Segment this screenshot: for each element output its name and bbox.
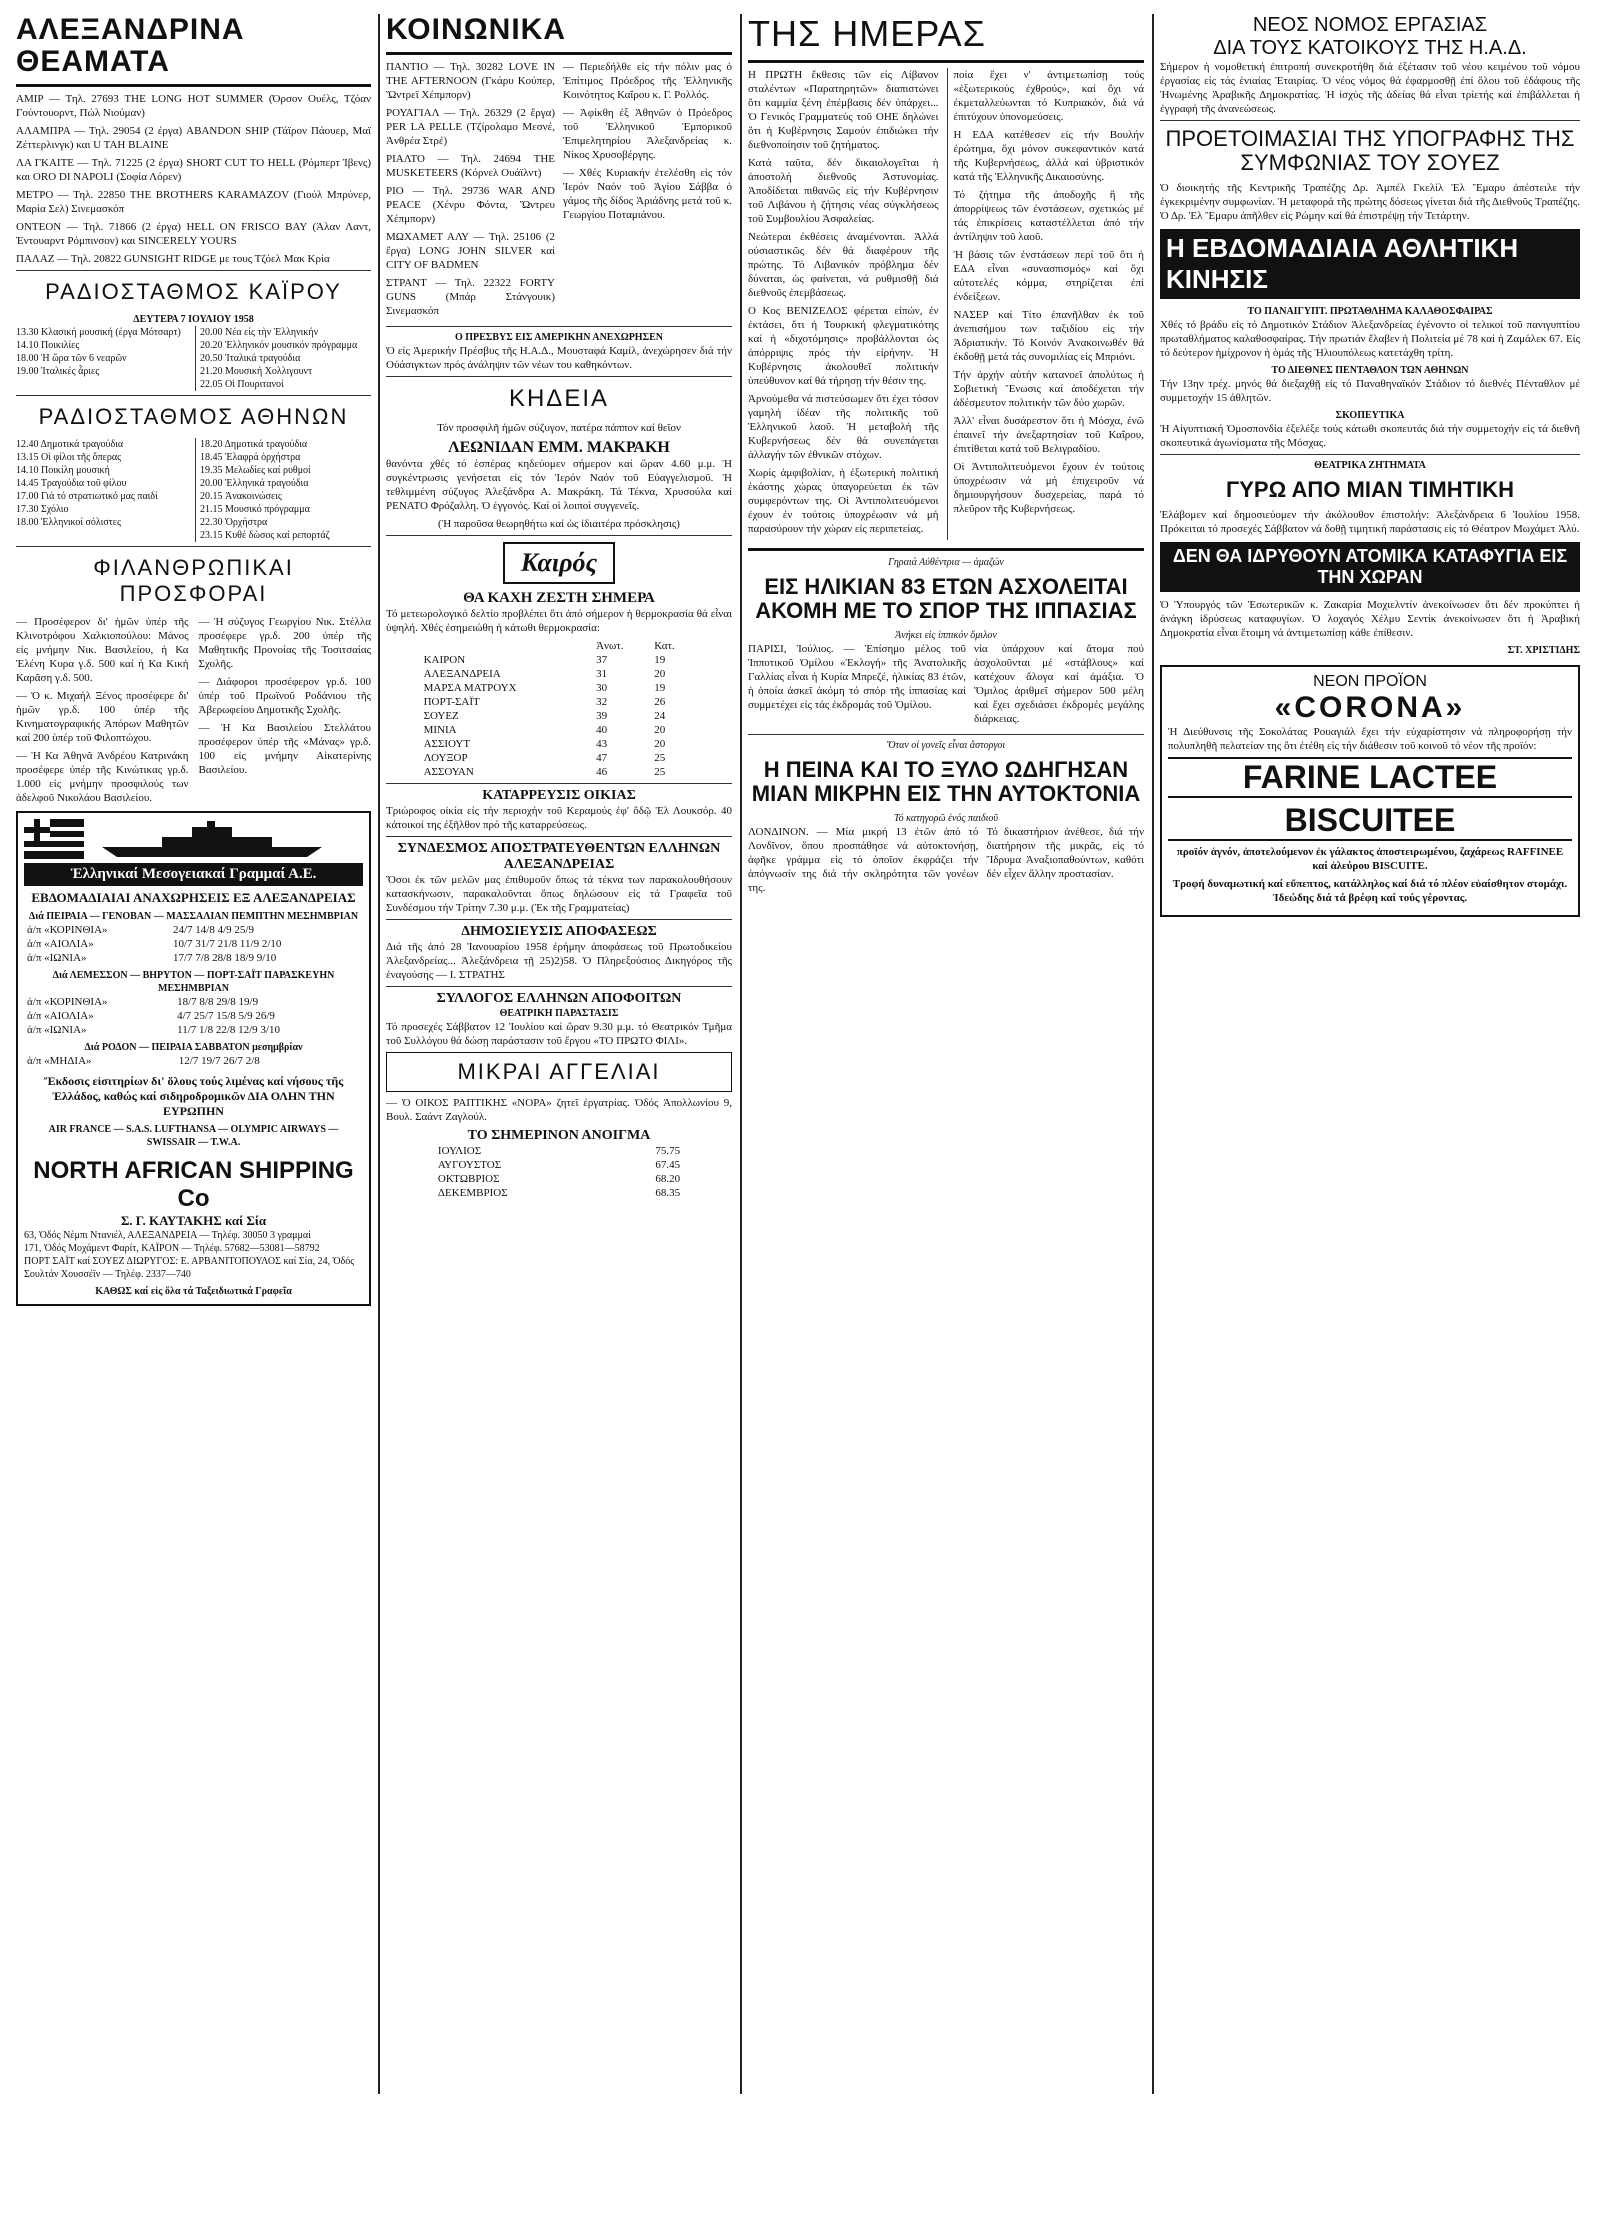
list-item: 19.00 Ἰταλικές ἆριες [16,366,100,377]
ad-brand: «CORONA» [1274,691,1466,724]
list-item: ΟΝΤΕΟΝ — Τηλ. 71866 (2 έργα) HELL ON FRISCO BAY (Άλαν Λαντ, Έντουαρντ Ρόμπινσον) και SINCERELY YOURS [16,221,371,247]
classifieds-title: ΜΙΚΡΑΙ ΑΓΓΕΛΙΑΙ [386,1052,732,1092]
funeral-name: ΛΕΩΝΙΔΑΝ ΕΜΜ. ΜΑΚΡΑΚΗ [448,439,670,456]
social-title: ΚΟΙΝΩΝΙΚΑ [386,14,567,46]
decision-text: Διά τῆς ἀπό 28 Ἰανουαρίου 1958 ἐρήμην ἀποφάσεως τοῦ Πρωτοδικείου Ἀλεξανδρείας... Ἀλεξάνδρεια τῇ 25)2)58. Ὁ Πληρεξούσιος Δικηγόρος τῆς ἐναγούσης — Ι. ΣΤΡΑΤΗΣ [386,941,732,981]
column-divider [1152,14,1154,2094]
law-title: ΝΕΟΣ ΝΟΜΟΣ ΕΡΓΑΣΙΑΣ [1252,14,1488,36]
suez-title: ΠΡΟΕΤΟΙΜΑΣΙΑΙ ΤΗΣ ΥΠΟΓΡΑΦΗΣ ΤΗΣ ΣΥΜΦΩΝΙΑΣ ΤΟΥ ΣΟΥΕΖ [1165,126,1575,175]
signoff: ΣΤ. ΧΡΙΣΤΙΔΗΣ [1507,645,1580,656]
sport-kicker: Γηραιά Αὐθέντρια — ἀμαζών [888,557,1004,568]
list-item: ΜΕΤΡΟ — Τηλ. 22850 THE BROTHERS KARAMAZOV (Γιούλ Μπρύνερ, Μαρία Σελ) Σινεμασκόπ [16,189,371,215]
sport-headline: ΕΙΣ ΗΛΙΚΙΑΝ 83 ΕΤΩΝ ΑΣΧΟΛΕΙΤΑΙ ΑΚΟΜΗ ΜΕ ΤΟ ΣΠΟΡ ΤΗΣ ΙΠΠΑΣΙΑΣ [755,574,1137,623]
route-3: Διά ΡΟΔΟΝ — ΠΕΙΡΑΙΑ ΣΑΒΒΑΤΟΝ μεσημβρίαν [84,1042,303,1053]
theatres-list [16,92,371,266]
ad-airlines: AIR FRANCE — S.A.S. LUFTHANSA — OLYMPIC AIRWAYS — SWISSAIR — T.W.A. [48,1124,339,1148]
table-row: ἀ/π «ΙΩΝΙΑ» 17/7 7/8 28/8 18/9 9/10 [27,952,277,964]
list-item: ΡΙΟ — Τηλ. 29736 WAR AND PEACE (Χένρυ Φόντα, Ὤντρευ Χέπμπορν) [386,185,555,225]
list-item: ΡΙΑΛΤΟ — Τηλ. 24694 THE MUSKETEERS (Κόρνελ Ουάϊλντ) [386,153,555,179]
ad-description: προϊόν ἁγνόν, ἀποτελούμενον ἐκ γάλακτος ἀποστειρωμένου, ζαχάρεως RAFFINEE καί ἀλεύρου BISCUITE. [1176,846,1564,872]
table-row: ΣΟΥΕΖ 39 24 [423,710,666,722]
list-item: ΛΑ ΓΚΑΙΤΕ — Τηλ. 71225 (2 έργα) SHORT CUT TO HELL (Ρόμπερτ Ίβενς) και ORO DI NAPOLI (Σοφία Λόρεν) [16,157,371,183]
funeral-text: θανόντα χθές τό ἑσπέρας κηδεύομεν σήμερον καί ὥραν 4.60 μ.μ. Ἡ συγκέντρωσις γενήσεται εἰς τόν Ἱερόν Ναόν τοῦ Εὐαγγελισμοῦ. Ἡ τεθλιμμένη σύζυγος Ἀλεξάνδρα Α. Μακράκη. Τά Τέκνα, Χρυσούλα καί ΡΕΝΑΤΟ Φρόζαλλη. Ὁ ἐγγονός. Καί οἱ λοιποί συγγενεῖς. [386,458,732,512]
column-1 [16,14,371,1306]
table-row: Ἀνωτ. Κατ. [596,640,675,652]
list-item: 171, Ὁδός Μοχάμεντ Φαρίτ, ΚΑΪΡΟΝ — Τηλέφ. 57682—53081—58792 [24,1243,320,1254]
ad-tickets: Ἔκδοσις εἰσιτηρίων δι' ὅλους τούς λιμένας καί νήσους τῆς Ἑλλάδος, καθώς καί σιδηροδρομικῶν ΔΙΑ ΟΛΗΝ ΤΗΝ ΕΥΡΩΠΗΝ [43,1074,344,1118]
ad-product-1: FARINE LACTEE [1168,757,1572,798]
route-2-table [24,995,363,1037]
table-row: ΛΟΥΞΟΡ 47 25 [423,752,666,764]
weather-logo: Καιρός [503,542,615,584]
editorial-title: ΤΗΣ ΗΜΕΡΑΣ [748,14,986,54]
table-row: ἀ/π «ΑΙΟΛΙΑ» 10/7 31/7 21/8 11/9 2/10 [27,938,282,950]
theatre-text: Ἐλάβομεν καί δημοσιεύομεν τήν ἀκόλουθον ἐπιστολήν: Ἀλεξάνδρεια 6 Ἰουλίου 1958. Πρόκειται τό προσεχές Σάββατον νά δοθῇ τιμητική παράστασις εἰς τό Θέατρον Μωχάμετ Ἀλύ. [1160,509,1580,535]
exchange-title: ΤΟ ΣΗΜΕΡΙΝΟΝ ΑΝΟΙΓΜΑ [467,1128,651,1143]
ad-kicker: ΝΕΟΝ ΠΡΟΪΟΝ [1313,673,1427,690]
table-row: ΟΚΤΩΒΡΙΟΣ 68.20 [437,1173,681,1185]
ad-text: Ἡ Διεύθυνσις τῆς Σοκολάτας Ρουαγιάλ ἔχει τήν εὐχαρίστησιν νά πληροφορήσῃ τήν πολυπληθῆ πελατείαν της ὅτι ἐτέθη εἰς τήν διάθεσιν τοῦ κοινοῦ τό νέον τῆς προϊόν: [1168,726,1572,752]
list-item: ΑΜΙΡ — Τηλ. 27693 THE LONG HOT SUMMER (Όρσον Ουέλς, Τζόαν Γούντουορντ, Πώλ Νιούμαν) [16,93,371,119]
list-item: 14.10 Ποικιλίες [16,340,80,351]
list-item: ΠΑΝΤΙΟ — Τηλ. 30282 LOVE IN THE AFTERNOON (Γκάρυ Κούπερ, Ὤντρεϊ Χέπμπορν) [386,61,555,101]
decision-title: ΔΗΜΟΣΙΕΥΣΙΣ ΑΠΟΦΑΣΕΩΣ [461,924,657,939]
shelters-head: ΔΕΝ ΘΑ ΙΔΡΥΘΟΥΝ ΑΤΟΜΙΚΑ ΚΑΤΑΦΥΓΙΑ ΕΙΣ ΤΗΝ ΧΩΡΑΝ [1160,542,1580,592]
table-row: ΑΣΣΟΥΑΝ 46 25 [423,766,666,778]
table-row: ΜΙΝΙΑ 40 20 [423,724,666,736]
table-row: ἀ/π «ΚΟΡΙΝΘΙΑ» 18/7 8/8 29/8 19/9 [27,996,259,1008]
list-item: 23.15 Κυθέ δώσος καί ρεπορτάζ [200,530,330,541]
list-item: 13.15 Οἱ φίλοι τῆς ὅπερας [16,452,122,463]
table-row: ἀ/π «ΚΟΡΙΝΘΙΑ» 24/7 14/8 4/9 25/9 [27,924,254,936]
column-divider [378,14,380,2094]
table-row: ΔΕΚΕΜΒΡΙΟΣ 68.35 [437,1187,681,1199]
ad-product-2: BISCUITEE [1168,802,1572,841]
list-item: ΜΩΧΑΜΕΤ ΑΛΥ — Τηλ. 25106 (2 ἔργα) LONG JOHN SILVER καί CITY OF BADMEN [386,231,555,271]
charity-title: ΦΙΛΑΝΘΡΩΠΙΚΑΙ ΠΡΟΣΦΟΡΑΙ [93,555,294,606]
list-item: 22.05 Οἱ Πουριτανοί [200,379,284,390]
list-item: 18.20 Δημοτικά τραγούδια [200,439,308,450]
table-row: ΜΑΡΣΑ ΜΑΤΡΟΥΧ 30 19 [423,682,666,694]
weather-title: ΘΑ ΚΑΧΗ ΖΕΣΤΗ ΣΗΜΕΡΑ [463,590,655,606]
list-item: 20.15 Ἀνακοινώσεις [200,491,282,502]
radio-date: ΔΕΥΤΕΡΑ 7 ΙΟΥΛΙΟΥ 1958 [133,314,254,325]
ad-footer: ΚΑΘΩΣ καί εἰς ὅλα τά Ταξειδιωτικά Γραφεῖα [95,1286,292,1297]
theatres-title: ΑΛΕΞΑΝΔΡΙΝΑ ΘΕΑΜΑΤΑ [16,14,245,78]
basketball-text: Χθές τό βράδυ εἰς τό Δημοτικόν Στάδιον Ἀλεξανδρείας ἐγένοντο οἱ τελικοί τοῦ πανιγυπτίου πρωταθλήματος καλαθοσφαίρας. Τήν πρωτιάν ἔλαβεν ἡ Πολιτεία μέ 78 καί ἡ Ζαμάλεκ 67. Εἰς τό δεύτερον ἡμίχρονον ἡ ὁμάς τῆς Ἠλιουπόλεως κατετάχθη τρίτη. [1160,319,1580,359]
route-1: Διά ΠΕΙΡΑΙΑ — ΓΕΝΟΒΑΝ — ΜΑΣΣΑΛΙΑΝ ΠΕΜΠΤΗΝ ΜΕΣΗΜΒΡΙΑΝ [28,911,359,922]
list-item: 20.20 Ἑλληνικόν μουσικόν πρόγραμμα [200,340,358,351]
table-row: ἀ/π «ΜΗΔΙΑ» 12/7 19/7 26/7 2/8 [27,1055,260,1067]
radio-cairo-title: ΡΑΔΙΟΣΤΑΘΜΟΣ ΚΑΪΡΟΥ [45,279,342,304]
ad-title: Ἑλληνικαί Μεσογειακαί Γραμμαί Α.Ε. [24,863,363,886]
ship-icon [92,819,332,859]
list-item: 21.20 Μουσική Χολλιγουντ [200,366,313,377]
weather-table [421,639,698,779]
radio-cairo-schedule [16,326,371,391]
list-item: 22.30 Ὀρχήστρα [200,517,268,528]
table-row: ΙΟΥΛΙΟΣ 75.75 [437,1145,681,1157]
ambassador-text: Ὁ εἰς Ἀμερικήν Πρέσβυς τῆς Η.Α.Δ., Μουσταφά Καμίλ, ἀνεχώρησεν διά τήν Οὐάσιγκτων πρός ἀνάληψιν τῶν νέων του καθηκόντων. [386,345,732,371]
list-item: 21.15 Μουσικό πρόγραμμα [200,504,310,515]
table-row: ΑΣΣΙΟΥΤ 43 20 [423,738,666,750]
column-4: ΝΕΟΣ ΝΟΜΟΣ ΕΡΓΑΣΙΑΣ ΔΙΑ ΤΟΥΣ ΚΑΤΟΙΚΟΥΣ ΤΗΣ Η.Α.Δ. Σήμερον ἡ νομοθετική ἐπιτροπή συνεκροτήθη διά ἐξέτασιν τοῦ νέου κειμένου τοῦ νόμου ἐργασίας εἰς τάς ἑνιαίας Ἑταιρίας. Ὁ νέος νόμος θά ἐφαρμοσθῇ ἐπί ὅλου τοῦ ἐδάφους τῆς Ἡνωμένης Ἀραβικῆς Δημοκρατίας. Ἡ ἰσχύς τῆς ἀδείας θά εἶναι τρίετής καί ἐπιβάλλεται ἡ ἐγγραφή τῆς ἀνανεώσεως. ΠΡΟΕΤΟΙΜΑΣΙΑΙ ΤΗΣ ΥΠΟΓΡΑΦΗΣ ΤΗΣ ΣΥΜΦΩΝΙΑΣ ΤΟΥ ΣΟΥΕΖ Ὁ διοικητής τῆς Κεντρικῆς Τραπέζης Δρ. Ἀμπέλ Γκελίλ Ἐλ Ἔμαρυ ἀπέστειλε τήν ἐγκεκριμένην συμφωνίαν. Ἡ μεταφορά τῆς πρώτης δόσεως γίνεται διά τῆς Διεθνοῦς Τραπέζης. Ὁ Δρ. Ἐλ Ἔμαρυ ἀπῆλθεν εἰς Ρώμην καί θά ἐπιστρέψῃ τήν Τετάρτην. Η ΕΒΔΟΜΑΔΙΑΙΑ ΑΘΛΗΤΙΚΗ ΚΙΝΗΣΙΣ ΤΟ ΠΑΝΑΙΓΥΠΤ. ΠΡΩΤΑΘΛΗΜΑ ΚΑΛΑΘΟΣΦΑΙΡΑΣ Χθές τό βράδυ εἰς τό Δημοτικόν Στάδιον Ἀλεξανδρείας ἐγένοντο οἱ τελικοί τοῦ πανιγυπτίου πρωταθλήματος καλαθοσφαίρας. Τήν πρωτιάν ἔλαβεν ἡ Πολιτεία μέ 78 καί ἡ Ζαμάλεκ 67. Εἰς τό δεύτερον ἡμίχρονον ἡ ὁμάς τῆς Ἠλιουπόλεως κατετάχθη τρίτη. ΤΟ ΔΙΕΘΝΕΣ ΠΕΝΤΑΘΛΟΝ ΤΩΝ ΑΘΗΝΩΝ Τήν 13ην τρέχ. μηνός θά διεξαχθῇ εἰς τό Παναθηναϊκόν Στάδιον τό διεθνές Πένταθλον μέ συμμετοχήν 15 ἀθλητῶν. ΣΚΟΠΕΥΤΙΚΑ Ἡ Αἰγυπτιακή Ὁμοσπονδία ἐξελέξε τούς κάτωθι σκοπευτάς διά τήν συμμετοχήν εἰς τά διεθνῆ σκοπευτικά ἀγωνίσματα τῆς Μόσχας. ΘΕΑΤΡΙΚΑ ΖΗΤΗΜΑΤΑ ΓΥΡΩ ΑΠΟ ΜΙΑΝ ΤΙΜΗΤΙΚΗ Ἐλάβομεν καί δημοσιεύομεν τήν ἀκόλουθον ἐπιστολήν: Ἀλεξάνδρεια 6 Ἰουλίου 1958. Πρόκειται τό προσεχές Σάββατον νά δοθῇ τιμητική παράστασις εἰς τό Θέατρον Μωχάμετ Ἀλύ. ΔΕΝ ΘΑ ΙΔΡΥΘΟΥΝ ΑΤΟΜΙΚΑ ΚΑΤΑΦΥΓΙΑ ΕΙΣ ΤΗΝ ΧΩΡΑΝ Ὁ Ὑπουργός τῶν Ἐσωτερικῶν κ. Ζακαρία Μοχιελντίν ἀνεκοίνωσεν ὅτι δέν προκύπτει ἡ ἀνάγκη ἱδρύσεως καταφυγίων. Ὁ λοχαγός Χέλμυ Σεντίκ ἀνεκοίνωσεν ὅτι ἡ Ἀραβική Δημοκρατία εἶναι ἕτοιμη νά ἀντιμετωπίσῃ κάθε ἐπίθεσιν. ΣΤ. ΧΡΙΣΤΙΔΗΣ ΝΕΟΝ ΠΡΟΪΟΝ «CORONA» Ἡ Διεύθυνσις τῆς Σοκολάτας Ρουαγιάλ ἔχει τήν εὐχαρίστησιν νά πληροφορήσῃ τήν πολυπληθῆ πελατείαν της ὅτι ἐτέθη εἰς τήν διάθεσιν τοῦ κοινοῦ τό νέον τῆς προϊόν: FARINE LACTEE BISCUITEE προϊόν ἁγνόν, ἀποτελούμενον ἐκ γάλακτος ἀποστειρωμένου, ζαχάρεως RAFFINEE καί ἀλεύρου BISCUITE. Τροφή δυναμωτική καί εὔπεπτος, κατάλληλος καί διά τό πλέον εὐαίσθητον στομάχι. Ἰδεώδης διά τά βρέφη καί τούς γέροντας. [1160,14,1580,917]
list-item: 20.00 Ἑλληνικά τραγούδια [200,478,309,489]
list-item: 19.35 Μελωδίες καί ρυθμοί [200,465,311,476]
list-item: ΡΟΥΑΓΙΑΛ — Τηλ. 26329 (2 ἔργα) PER LA PELLE (Τζίρολαμο Μεσνέ, Ἀνθρέα Στρέ) [386,107,555,147]
graduates-text: Τό προσεχές Σάββατον 12 Ἰουλίου καί ὥραν 9.30 μ.μ. τό Θεατρικόν Τμῆμα τοῦ Συλλόγου θά δώσῃ παράστασιν τοῦ ἔργου «ΤΟ ΠΡΩΤΟ ΦΙΛΙ». [386,1021,732,1047]
list-item: 20.50 Ἰταλικά τραγούδια [200,353,301,364]
radio-athens-schedule [16,438,371,542]
list-item: 63, Ὁδός Νέμπι Ντανιέλ, ΑΛΕΞΑΝΔΡΕΙΑ — Τηλέφ. 30050 3 γραμμαί [24,1230,311,1241]
list-item: 18.00 Ἑλληνικοί σόλιστες [16,517,121,528]
list-item: 17.30 Σχόλιο [16,504,69,515]
funeral-note: (Ἡ παροῦσα θεωρηθήτω καί ὡς ἰδιαιτέρα πρόσκλησις) [438,518,680,530]
exchange-table [438,1144,680,1200]
collapse-title: ΚΑΤΑΡΡΕΥΣΙΣ ΟΙΚΙΑΣ [482,788,636,803]
list-item: ΠΑΛΑΖ — Τηλ. 20822 GUNSIGHT RIDGE με τους Τζόελ Μακ Κρία [16,253,330,265]
suez-text: Ὁ διοικητής τῆς Κεντρικῆς Τραπέζης Δρ. Ἀμπέλ Γκελίλ Ἐλ Ἔμαρυ ἀπέστειλε τήν ἐγκεκριμένην συμφωνίαν. Ἡ μεταφορά τῆς πρώτης δόσεως γίνεται διά τῆς Διεθνοῦς Τραπέζης. Ὁ Δρ. Ἐλ Ἔμαρυ ἀπῆλθεν εἰς Ρώμην καί θά ἐπιστρέψῃ τήν Τετάρτην. [1160,182,1580,222]
pentathlon-text: Τήν 13ην τρέχ. μηνός θά διεξαχθῇ εἰς τό Παναθηναϊκόν Στάδιον τό διεθνές Πένταθλον μέ συμμετοχήν 15 ἀθλητῶν. [1160,378,1580,404]
corona-advertisement: ΝΕΟΝ ΠΡΟΪΟΝ «CORONA» Ἡ Διεύθυνσις τῆς Σοκολάτας Ρουαγιάλ ἔχει τήν εὐχαρίστησιν νά πληροφορήσῃ τήν πολυπληθῆ πελατείαν της ὅτι ἐτέθη εἰς τήν διάθεσιν τοῦ κοινοῦ τό νέον τῆς προϊόν: FARINE LACTEE BISCUITEE προϊόν ἁγνόν, ἀποτελούμενον ἐκ γάλακτος ἀποστειρωμένου, ζαχάρεως RAFFINEE καί ἀλεύρου BISCUITE. Τροφή δυναμωτική καί εὔπεπτος, κατάλληλος καί διά τό πλέον εὐαίσθητον στομάχι. Ἰδεώδης διά τά βρέφη καί τούς γέροντας. [1160,665,1580,917]
ad-company: NORTH AFRICAN SHIPPING Co [33,1157,354,1212]
table-row: ΑΛΕΞΑΝΔΡΕΙΑ 31 20 [423,668,666,680]
list-item: 17.00 Γιά τό στρατιωτικό μας παιδί [16,491,158,502]
list-item: 12.40 Δημοτικά τραγούδια [16,439,124,450]
route-3-table [24,1054,363,1068]
column-3: ΤΗΣ ΗΜΕΡΑΣ Η ΠΡΩΤΗ ἔκθεσις τῶν εἰς Λίβανον σταλέντων «Παρατηρητῶν» διαπιστώνει ὅτι καμμία ξένη ἐπέμβασις δέν ὑπάρχει... Ὁ Γενικός Γραμματεύς τοῦ ΟΗΕ δηλώνει ὅτι ἡ Κυβέρνησις Σαμούν ἐπιδιώκει τήν διεθνοποίησιν τοῦ ζητήματος. Κατά ταῦτα, δέν δικαιολογεῖται ἡ ἀποστολή διεθνοῦς Ἀστυνομίας. Ἀποδίδεται πιθανῶς εἰς τήν Κυβέρνησιν τοῦ Λιβάνου ἡ ζήτησις νέας σύγκλήσεως τοῦ Συμβουλίου Ἀσφαλείας. Νεώτεραι ἐκθέσεις ἀναμένονται. Ἀλλά οὐσιαστικῶς δέν θά διαφέρουν τῆς πρώτης. Τό Λιβανικόν πρόβλημα δέν δύναται, ὡς φαίνεται, νά ρυθμισθῇ διά διεθνοῦς ἐπεμβάσεως. Ο Κος ΒΕΝΙΖΕΛΟΣ φέρεται εἰπών, ἐν ἐκτάσει, ὅτι ἡ Τουρκική φλεγματικότης καί ἡ «διχοτόμησις» προβάλλονται ὡς ἀπόρριψις πρός τήν εἰρήνην. Ἡ Κυβέρνησις ἀκολουθεῖ πολιτικήν ὑπεύθυνον καί θά τήρησῃ τήν θέσιν της. Ἀρνούμεθα νά πιστεύσωμεν ὅτι ἐχει τόσον γαμηλή ἰδέαν τῆς πολιτικῆς τοῦ Ἑλληνικοῦ λαοῦ. Ἡ μεταβολή τῆς Κυβερνήσεως δέν θά συνεπάγεται ἀλλαγήν τῶν ἐθνικῶν στόχων. Χωρίς ἀμφιβολίαν, ἡ ἐξωτερική πολιτική ἑκάστης χώρας ὑπαγορεύεται ἐκ τῶν συμφερόντων της. Οἱ Ἀντιπολιτευόμενοι ἐχουν ἐν τούτοις ὑποχρέωσιν νά μή παρασύρουν τήν χώραν εἰς περιπετείας. ποία ἔχει ν' ἀντιμετωπίσῃ τούς «ἐξωτερικούς ἐχθρούς», καί ὄχι νά ἐκμεταλλεύωνται τό Κυπριακόν, διά νά ἐπιτύχουν ὑπονομεύσεις. Η ΕΔΑ κατέθεσεν εἰς τήν Βουλήν ἐρώτημα, ὄχι μόνον συκεφαντικόν κατά τῆς Κυβερνήσεως, ἀλλά καί ὑβριστικόν κατά τῆς Ἑλληνικῆς Δικαιοσύνης. Τό ζήτημα τῆς ἀποδοχῆς ἢ τῆς ἀπορρίψεως τῶν ἐνστάσεων, σχετικώς μέ τάς ἐπικρίσεις καταστέλλεται ἀπό τήν ἀντίληψιν τοῦ λαοῦ. Ἡ βάσις τῶν ἐνστάσεων περί τοῦ ὅτι ἡ ΕΔΑ εἶναι «συνασπισμός» καί ὄχι αὐτοτελές κόμμα, στηρίζεται ἐπί ἐνδείξεων. ΝΑΣΕΡ καί Τίτο ἐπανῆλθαν ἐκ τοῦ ἀνεπισήμου των ταξιδίου εἰς τήν Ἀδριατικήν. Τό Κοινόν Ἀνακοινωθέν θά ἐκδοθῇ μετά τάς συνομιλίας εἰς Μπριόνι. Τήν ἀρχήν αὐτήν κατανοεῖ ἀπολύτως ἡ Σοβιετική Ἕνωσις καί ἀποδέχεται τήν ἀδέσμευτον πολιτικήν τῶν δύο χωρῶν. Ἀλλ' εἶναι δυσάρεστον ὅτι ἡ Μόσχα, ἐνῶ ἐπαινεῖ τήν ἀνεξαρτησίαν τοῦ Καΐρου, ἐπιτίθεται κατά τοῦ Βελιγραδίου. Οἱ Ἀντιπολιτευόμενοι ἔχουν ἐν τούτοις ὑποχρέωσιν νά μή ἐπιχειροῦν νά δημιουργήσουν δυσχερείας, παρά τό πλεῦρον τῆς Κυβερνήσεως. Γηραιά Αὐθέντρια — ἀμαζών ΕΙΣ ΗΛΙΚΙΑΝ 83 ΕΤΩΝ ΑΣΧΟΛΕΙΤΑΙ ΑΚΟΜΗ ΜΕ ΤΟ ΣΠΟΡ ΤΗΣ ΙΠΠΑΣΙΑΣ Ἀνήκει εἰς ἱππικόν ὅμιλον ΠΑΡΙΣΙ, Ἰούλιος. — Ἐπίσημο μέλος τοῦ Ἱπποτικοῦ Ὁμίλου «Ἐκλογή» τῆς Ἀνατολικῆς Γαλλίας εἶναι ἡ Κυρία Μπρεζέ, ἡλικίας 83 ἐτῶν, ἡ ὁποία ἀσκεῖ ἀκόμη τό σπόρ τῆς ἱππασίας καί συμμετέχει εἰς τάς ἐκδρομάς τοῦ Ὁμίλου. νία ὑπάρχουν καί ἄτομα πού ἀσχολοῦνται μέ «στάβλους» καί κατέχουν ἄλογα καί ἀμάξια. Ὁ Ὅμιλος ἀριθμεῖ σήμερον 500 μέλη καί ἔχει σχεδιάσει ἐκδρομές μεγάλης διάρκειας. Ὅταν οἱ γονεῖς εἶναι ἄστοργοι Η ΠΕΙΝΑ ΚΑΙ ΤΟ ΞΥΛΟ ΩΔΗΓΗΣΑΝ ΜΙΑΝ ΜΙΚΡΗΝ ΕΙΣ ΤΗΝ ΑΥΤΟΚΤΟΝΙΑ Τό κατηγορῶ ἑνός παιδιοῦ ΛΟΝΔΙΝΟΝ. — Μία μικρή 13 ἐτῶν ἀπό τό Λονδῖνον, ὅπου προσπάθησε νά αὐτοκτονήσῃ, ἀφῆκε γράμμα εἰς τό ὁποῖον ἐκφράζει τήν ἀπόγνωσίν της διά τήν σκληρότητα τῶν γονέων της. Τό δικαστήριον ἀνέθεσε, διά τήν διατήρησιν τῆς μικρᾶς, εἰς τό Ἵδρυμα Ἀναξιοπαθούντων, καθότι δέν εἶχεν ἄλλην προστασίαν. [748,14,1144,894]
veterans-text: Ὅσοι ἐκ τῶν μελῶν μας ἐπιθυμοῦν ὅπως τά τέκνα των παρακολουθήσουν κατασκήνωσιν, παρακαλοῦνται ὅπως δηλώσουν εἰς τά Γραφεῖα τοῦ Συνδέσμου τήν Τρίτην 7.30 μ.μ. (Ἐκ τῆς Γραμματείας) [386,874,732,914]
list-item: 13.30 Κλασική μουσική (έργα Μότσαρτ) [16,327,181,338]
list-item: 18.45 Ἐλαφρά ὀρχήστρα [200,452,301,463]
law-text: Σήμερον ἡ νομοθετική ἐπιτροπή συνεκροτήθη διά ἐξέτασιν τοῦ νέου κειμένου τοῦ νόμου ἐργασίας εἰς τάς ἑνιαίας Ἑταιρίας. Ὁ νέος νόμος θά ἐφαρμοσθῇ ἐπί ὅλου τοῦ ἐδάφους τῆς Ἡνωμένης Ἀραβικῆς Δημοκρατίας. Ἡ ἰσχύς τῆς ἀδείας θά εἶναι τρίετής καί ἐπιβάλλεται ἡ ἐγγραφή τῆς ἀνανεώσεως. [1160,61,1580,115]
list-item: ΣΤΡΑΝΤ — Τηλ. 22322 FORTY GUNS (Μπάρ Στάνγουικ) Σινεμασκόπ [386,277,555,317]
ambassador-title: Ο ΠΡΕΣΒΥΣ ΕΙΣ ΑΜΕΡΙΚΗΝ ΑΝΕΧΩΡΗΣΕΝ [454,332,664,343]
list-item: ΑΛΑΜΠΡΑ — Τηλ. 29054 (2 έργα) ABANDON SHIP (Τάϊρον Πάουερ, Μαϊ Ζέττερλινγκ) και U TAH BLAINE [16,125,371,151]
sport-section-head: Η ΕΒΔΟΜΑΔΙΑΙΑ ΑΘΛΗΤΙΚΗ ΚΙΝΗΣΙΣ [1160,229,1580,299]
theatres-more [386,60,555,322]
shooting-text: Ἡ Αἰγυπτιακή Ὁμοσπονδία ἐξελέξε τούς κάτωθι σκοπευτάς διά τήν συμμετοχήν εἰς τά διεθνῆ σκοπευτικά ἀγωνίσματα τῆς Μόσχας. [1160,423,1580,449]
social-notes: — Περιεδήλθε εἰς τήν πόλιν μας ὁ Ἐπίτιμος Πρόεδρος τῆς Ἑλληνικῆς Κοινότητος Καΐρου κ. Γ. Ρολλός. — Ἀφίκθη ἐξ Ἀθηνῶν ὁ Πρόεδρος τοῦ Ἑλληνικοῦ Ἐμπορικοῦ Ἐπιμελητηρίου Ἀλεξανδρείας κ. Νίκος Χρυσοβέργης. — Χθές Κυριακήν ἐτελέσθη εἰς τόν Ἱερόν Ναόν τοῦ Ἁγίου Σάββα ὁ γάμος τῆς δίδος Ἀριάδνης μετά τοῦ κ. Γεωργίου Ποταμιάνου. [563,61,732,221]
classifieds-text: — Ὁ ΟΙΚΟΣ ΡΑΠΤΙΚΗΣ «ΝΟΡΑ» ζητεῖ ἐργατρίας. Ὁδός Ἀπολλωνίου 9, Βουλ. Σαάντ Ζαγλούλ. [386,1097,732,1123]
weather-text: Τό μετεωρολογικό δελτίο προβλέπει ὅτι ἀπό σήμερον ἡ θερμοκρασία θά εἶναι ὑψηλή. Χθές ἐσημειώθη ἡ κάτωθι θερμοκρασία: [386,608,732,634]
column-divider [740,14,742,2094]
radio-athens-title: ΡΑΔΙΟΣΤΑΘΜΟΣ ΑΘΗΝΩΝ [38,404,349,429]
list-item: 20.00 Νέα είς τὴν Ἑλληνικήν [200,327,319,338]
graduates-title: ΣΥΛΛΟΓΟΣ ΕΛΛΗΝΩΝ ΑΠΟΦΟΙΤΩΝ [436,991,682,1006]
shipping-advertisement [16,811,371,1306]
suicide-kicker: Ὅταν οἱ γονεῖς εἶναι ἄστοργοι [886,740,1006,751]
suicide-headline: Η ΠΕΙΝΑ ΚΑΙ ΤΟ ΞΥΛΟ ΩΔΗΓΗΣΑΝ ΜΙΑΝ ΜΙΚΡΗΝ ΕΙΣ ΤΗΝ ΑΥΤΟΚΤΟΝΙΑ [751,757,1141,806]
charity-text: — Προσέφερον δι' ἡμῶν ὑπέρ τῆς Κλινοτρόφου Χαλκιοπούλου: Μάνος εἰς μνήμην Νικ. Βασιλείου, ἡ Κα Ἑλένη Κυρα γ.δ. 500 καί ἡ Κα Κική Καρᾶση γ.δ. 500. — Ὁ κ. Μιχαήλ Ξένος προσέφερε δι' ἡμῶν γρ.δ. 100 ὑπέρ τῆς Κινηματογραφικής Ἀπόρων Μαθητῶν καί 200 ὑπέρ τοῦ Φιλοπτώχου. — Ἡ Κα Ἀθηνᾶ Ἀνδρέου Κατρινάκη προσέφερε ὑπέρ τῆς Κινώτικας γρ.δ. 1.000 εἰς μνήμην προσφιλούς των ἀδελφοῦ Νικολάου Βασιλείου. — Ἡ σύζυγος Γεωργίου Νικ. Στέλλα προσέφερε γρ.δ. 200 ὑπέρ τῆς Μαθητικῆς Προνοίας τῆς Τοσιτσαίας Σχολῆς. — Διάφοροι προσέφερον γρ.δ. 100 ὑπέρ τοῦ Πρωϊνοῦ Ροδάνιου τῆς Ἀβερωφείου Δημοτικῆς Σχολῆς. — Ἡ Κα Βασιλείου Στελλάτου προσέφερον ὑπέρ τῆς «Μάνας» γρ.δ. 100 εἰς μνήμην Αἰκατερίνης Βασιλείου. [16,616,371,804]
table-row: ΠΟΡΤ-ΣΑΪΤ 32 26 [423,696,666,708]
list-item: 14.45 Τραγούδια τοῦ φίλου [16,478,127,489]
table-row: ἀ/π «ΑΙΟΛΙΑ» 4/7 25/7 15/8 5/9 26/9 [27,1010,275,1022]
list-item: 18.00 Ἡ ὥρα τῶν 6 νεαρῶν [16,353,127,364]
funeral-title: ΚΗΔΕΙΑ [508,385,610,412]
table-row: ἀ/π «ΙΩΝΙΑ» 11/7 1/8 22/8 12/9 3/10 [27,1024,280,1036]
theatre-headline: ΓΥΡΩ ΑΠΟ ΜΙΑΝ ΤΙΜΗΤΙΚΗ [1226,477,1514,502]
sport-text: ΠΑΡΙΣΙ, Ἰούλιος. — Ἐπίσημο μέλος τοῦ Ἱπποτικοῦ Ὁμίλου «Ἐκλογή» τῆς Ἀνατολικῆς Γαλλίας εἶναι ἡ Κυρία Μπρεζέ, ἡλικίας 83 ἐτῶν, ἡ ὁποία ἀσκεῖ ἀκόμη τό σπόρ τῆς ἱππασίας καί συμμετέχει εἰς τάς ἐκδρομάς τοῦ Ὁμίλου. [748,643,966,711]
column-2: ΚΟΙΝΩΝΙΚΑ ΠΑΝΤΙΟ — Τηλ. 30282 LOVE IN THE AFTERNOON (Γκάρυ Κούπερ, Ὤντρεϊ Χέπμπορν) ΡΟΥΑΓΙΑΛ — Τηλ. 26329 (2 ἔργα) PER LA PELLE (Τζίρολαμο Μεσνέ, Ἀνθρέα Στρέ) ΡΙΑΛΤΟ — Τηλ. 24694 THE MUSKETEERS (Κόρνελ Ουάϊλντ) ΡΙΟ — Τηλ. 29736 WAR AND PEACE (Χένρυ Φόντα, Ὤντρευ Χέπμπορν) ΜΩΧΑΜΕΤ ΑΛΥ — Τηλ. 25106 (2 ἔργα) LONG JOHN SILVER καί CITY OF BADMEN ΣΤΡΑΝΤ — Τηλ. 22322 FORTY GUNS (Μπάρ Στάνγουικ) Σινεμασκόπ — Περιεδήλθε εἰς τήν πόλιν μας ὁ Ἐπίτιμος Πρόεδρος τῆς Ἑλληνικῆς Κοινότητος Καΐρου κ. Γ. Ρολλός. — Ἀφίκθη ἐξ Ἀθηνῶν ὁ Πρόεδρος τοῦ Ἑλληνικοῦ Ἐμπορικοῦ Ἐπιμελητηρίου Ἀλεξανδρείας κ. Νίκος Χρυσοβέργης. — Χθές Κυριακήν ἐτελέσθη εἰς τόν Ἱερόν Ναόν τοῦ Ἁγίου Σάββα ὁ γάμος τῆς δίδος Ἀριάδνης μετά τοῦ κ. Γεωργίου Ποταμιάνου. Ο ΠΡΕΣΒΥΣ ΕΙΣ ΑΜΕΡΙΚΗΝ ΑΝΕΧΩΡΗΣΕΝ Ὁ εἰς Ἀμερικήν Πρέσβυς τῆς Η.Α.Δ., Μουσταφά Καμίλ, ἀνεχώρησεν διά τήν Οὐάσιγκτων πρός ἀνάληψιν τῶν νέων του καθηκόντων. ΚΗΔΕΙΑ Τόν προσφιλῆ ἡμῶν σύζυγον, πατέρα πάππον καί θεῖον ΛΕΩΝΙΔΑΝ ΕΜΜ. ΜΑΚΡΑΚΗ θανόντα χθές τό ἑσπέρας κηδεύομεν σήμερον καί ὥραν 4.60 μ.μ. Ἡ συγκέντρωσις γενήσεται εἰς τόν Ἱερόν Ναόν τοῦ Εὐαγγελισμοῦ. Ἡ τεθλιμμένη σύζυγος Ἀλεξάνδρα Α. Μακράκη. Τά Τέκνα, Χρυσούλα καί ΡΕΝΑΤΟ Φρόζαλλη. Ὁ ἐγγονός. Καί οἱ λοιποί συγγενεῖς. (Ἡ παροῦσα θεωρηθήτω καί ὡς ἰδιαιτέρα πρόσκλησις) Καιρός ΘΑ ΚΑΧΗ ΖΕΣΤΗ ΣΗΜΕΡΑ Τό μετεωρολογικό δελτίο προβλέπει ὅτι ἀπό σήμερον ἡ θερμοκρασία θά εἶναι ὑψηλή. Χθές ἐσημειώθη ἡ κάτωθι θερμοκρασία: Ἀνωτ. Κατ. ΚΑΙΡΟΝ 37 19 ΑΛΕΞΑΝΔΡΕΙΑ 31 20 ΜΑΡΣΑ ΜΑΤΡΟΥΧ 30 19 ΠΟΡΤ-ΣΑΪΤ 32 26 ΣΟΥΕΖ 39 24 ΜΙΝΙΑ 40 20 ΑΣΣΙΟΥΤ 43 20 ΛΟΥΞΟΡ 47 25 ΑΣΣΟΥΑΝ 46 25 ΚΑΤΑΡΡΕΥΣΙΣ ΟΙΚΙΑΣ Τριώροφος οἰκία εἰς τήν περιοχήν τοῦ Κεραμούς ἐφ' ὅδῷ Ἐλ Λουκσόρ. 40 κάτοικοί της ἐξῆλθον πρό τῆς καταρρεύσεως. ΣΥΝΔΕΣΜΟΣ ΑΠΟΣΤΡΑΤΕΥΘΕΝΤΩΝ ΕΛΛΗΝΩΝ ΑΛΕΞΑΝΔΡΕΙΑΣ Ὅσοι ἐκ τῶν μελῶν μας ἐπιθυμοῦν ὅπως τά τέκνα των παρακολουθήσουν κατασκήνωσιν, παρακαλοῦνται ὅπως δηλώσουν εἰς τά Γραφεῖα τοῦ Συνδέσμου τήν Τρίτην 7.30 μ.μ. (Ἐκ τῆς Γραμματείας) ΔΗΜΟΣΙΕΥΣΙΣ ΑΠΟΦΑΣΕΩΣ Διά τῆς ἀπό 28 Ἰανουαρίου 1958 ἐρήμην ἀποφάσεως τοῦ Πρωτοδικείου Ἀλεξανδρείας... Ἀλεξάνδρεια τῇ 25)2)58. Ὁ Πληρεξούσιος Δικηγόρος τῆς ἐναγούσης — Ι. ΣΤΡΑΤΗΣ ΣΥΛΛΟΓΟΣ ΕΛΛΗΝΩΝ ΑΠΟΦΟΙΤΩΝ ΘΕΑΤΡΙΚΗ ΠΑΡΑΣΤΑΣΙΣ Τό προσεχές Σάββατον 12 Ἰουλίου καί ὥραν 9.30 μ.μ. τό Θεατρικόν Τμῆμα τοῦ Συλλόγου θά δώσῃ παράστασιν τοῦ ἔργου «ΤΟ ΠΡΩΤΟ ΦΙΛΙ». ΜΙΚΡΑΙ ΑΓΓΕΛΙΑΙ — Ὁ ΟΙΚΟΣ ΡΑΠΤΙΚΗΣ «ΝΟΡΑ» ζητεῖ ἐργατρίας. Ὁδός Ἀπολλωνίου 9, Βουλ. Σαάντ Ζαγλούλ. ΤΟ ΣΗΜΕΡΙΝΟΝ ΑΝΟΙΓΜΑ ΙΟΥΛΙΟΣ 75.75 ΑΥΓΟΥΣΤΟΣ 67.45 ΟΚΤΩΒΡΙΟΣ 68.20 ΔΕΚΕΜΒΡΙΟΣ 68.35 [386,14,732,1199]
veterans-title: ΣΥΝΔΕΣΜΟΣ ΑΠΟΣΤΡΑΤΕΥΘΕΝΤΩΝ ΕΛΛΗΝΩΝ ΑΛΕΞΑΝΔΡΕΙΑΣ [397,841,721,872]
route-2: Διά ΛΕΜΕΣΣΟΝ — ΒΗΡΥΤΟΝ — ΠΟΡΤ-ΣΑΪΤ ΠΑΡΑΣΚΕΥΗΝ ΜΕΣΗΜΒΡΙΑΝ [52,970,335,994]
list-item: ΠΟΡΤ ΣΑΪΤ καί ΣΟΥΕΖ ΔΙΩΡΥΓΟΣ: Ε. ΑΡΒΑΝΙΤΟΠΟΥΛΟΣ καί Σία, 24, Ὁδός Σουλτάν Χουσσέϊν — Τηλέφ. 2337—740 [24,1256,355,1280]
collapse-text: Τριώροφος οἰκία εἰς τήν περιοχήν τοῦ Κεραμούς ἐφ' ὅδῷ Ἐλ Λουκσόρ. 40 κάτοικοί της ἐξῆλθον πρό τῆς καταρρεύσεως. [386,805,732,831]
table-row: ΑΥΓΟΥΣΤΟΣ 67.45 [437,1159,681,1171]
editorial-body: Η ΠΡΩΤΗ ἔκθεσις τῶν εἰς Λίβανον σταλέντων «Παρατηρητῶν» διαπιστώνει ὅτι καμμία ξένη ἐπέμβασις δέν ὑπάρχει... Ὁ Γενικός Γραμματεύς τοῦ ΟΗΕ δηλώνει ὅτι ἡ Κυβέρνησις Σαμούν ἐπιδιώκει τήν διεθνοποίησιν τοῦ ζητήματος. Κατά ταῦτα, δέν δικαιολογεῖται ἡ ἀποστολή διεθνοῦς Ἀστυνομίας. Ἀποδίδεται πιθανῶς εἰς τήν Κυβέρνησιν τοῦ Λιβάνου ἡ ζήτησις νέας σύγκλήσεως τοῦ Συμβουλίου Ἀσφαλείας. Νεώτεραι ἐκθέσεις ἀναμένονται. Ἀλλά οὐσιαστικῶς δέν θά διαφέρουν τῆς πρώτης. Τό Λιβανικόν πρόβλημα δέν δύναται, ὡς φαίνεται, νά ρυθμισθῇ διά διεθνοῦς ἐπεμβάσεως. Ο Κος ΒΕΝΙΖΕΛΟΣ φέρεται εἰπών, ἐν ἐκτάσει, ὅτι ἡ Τουρκική φλεγματικότης καί ἡ «διχοτόμησις» προβάλλονται ὡς ἀπόρριψις πρός τήν εἰρήνην. Ἡ Κυβέρνησις ἀκολουθεῖ πολιτικήν ὑπεύθυνον καί θά τήρησῃ τήν θέσιν της. Ἀρνούμεθα νά πιστεύσωμεν ὅτι ἐχει τόσον γαμηλή ἰδέαν τῆς πολιτικῆς τοῦ Ἑλληνικοῦ λαοῦ. Ἡ μεταβολή τῆς Κυβερνήσεως δέν θά συνεπάγεται ἀλλαγήν τῶν ἐθνικῶν στόχων. Χωρίς ἀμφιβολίαν, ἡ ἐξωτερική πολιτική ἑκάστης χώρας ὑπαγορεύεται ἐκ τῶν συμφερόντων της. Οἱ Ἀντιπολιτευόμενοι ἐχουν ἐν τούτοις ὑποχρέωσιν νά μή παρασύρουν τήν χώραν εἰς περιπετείας. ποία ἔχει ν' ἀντιμετωπίσῃ τούς «ἐξωτερικούς ἐχθρούς», καί ὄχι νά ἐκμεταλλεύωνται τό Κυπριακόν, διά νά ἐπιτύχουν ὑπονομεύσεις. Η ΕΔΑ κατέθεσεν εἰς τήν Βουλήν ἐρώτημα, ὄχι μόνον συκεφαντικόν κατά τῆς Κυβερνήσεως, ἀλλά καί ὑβριστικόν κατά τῆς Ἑλληνικῆς Δικαιοσύνης. Τό ζήτημα τῆς ἀποδοχῆς ἢ τῆς ἀπορρίψεως τῶν ἐνστάσεων, σχετικώς μέ τάς ἐπικρίσεις καταστέλλεται ἀπό τήν ἀντίληψιν τοῦ λαοῦ. Ἡ βάσις τῶν ἐνστάσεων περί τοῦ ὅτι ἡ ΕΔΑ εἶναι «συνασπισμός» καί ὄχι αὐτοτελές κόμμα, στηρίζεται ἐπί ἐνδείξεων. ΝΑΣΕΡ καί Τίτο ἐπανῆλθαν ἐκ τοῦ ἀνεπισήμου των ταξιδίου εἰς τήν Ἀδριατικήν. Τό Κοινόν Ἀνακοινωθέν θά ἐκδοθῇ μετά τάς συνομιλίας εἰς Μπριόνι. Τήν ἀρχήν αὐτήν κατανοεῖ ἀπολύτως ἡ Σοβιετική Ἕνωσις καί ἀποδέχεται τήν ἀδέσμευτον πολιτικήν τῶν δύο χωρῶν. Ἀλλ' εἶναι δυσάρεστον ὅτι ἡ Μόσχα, ἐνῶ ἐπαινεῖ τήν ἀνεξαρτησίαν τοῦ Καΐρου, ἐπιτίθεται κατά τοῦ Βελιγραδίου. Οἱ Ἀντιπολιτευόμενοι ἔχουν ἐν τούτοις ὑποχρέωσιν νά μή ἐπιχειροῦν νά δημιουργήσουν δυσχερείας, παρά τό πλεῦρον τῆς Κυβερνήσεως. [748,68,1144,540]
ad-subtitle: ΕΒΔΟΜΑΔΙΑΙΑΙ ΑΝΑΧΩΡΗΣΕΙΣ ΕΞ ΑΛΕΞΑΝΔΡΕΙΑΣ [31,890,356,905]
suicide-text: ΛΟΝΔΙΝΟΝ. — Μία μικρή 13 ἐτῶν ἀπό τό Λονδῖνον, ὅπου προσπάθησε νά αὐτοκτονήσῃ, ἀφῆκε γράμμα εἰς τό ὁποῖον ἐκφράζει τήν ἀπόγνωσίν της διά τήν σκληρότητα τῶν γονέων της. [748,826,979,894]
ad-agent: Σ. Γ. ΚΑΥΤΑΚΗΣ καί Σία [120,1213,267,1228]
list-item: 14.10 Ποικίλη μουσική [16,465,110,476]
shelters-text: Ὁ Ὑπουργός τῶν Ἐσωτερικῶν κ. Ζακαρία Μοχιελντίν ἀνεκοίνωσεν ὅτι δέν προκύπτει ἡ ἀνάγκη ἱδρύσεως καταφυγίων. Ὁ λοχαγός Χέλμυ Σεντίκ ἀνεκοίνωσεν ὅτι ἡ Ἀραβική Δημοκρατία εἶναι ἕτοιμη νά ἀντιμετωπίσῃ κάθε ἐπίθεσιν. [1160,599,1580,639]
table-row: ΚΑΙΡΟΝ 37 19 [423,654,666,666]
greek-flag-icon [24,819,84,859]
route-1-table [24,923,363,965]
